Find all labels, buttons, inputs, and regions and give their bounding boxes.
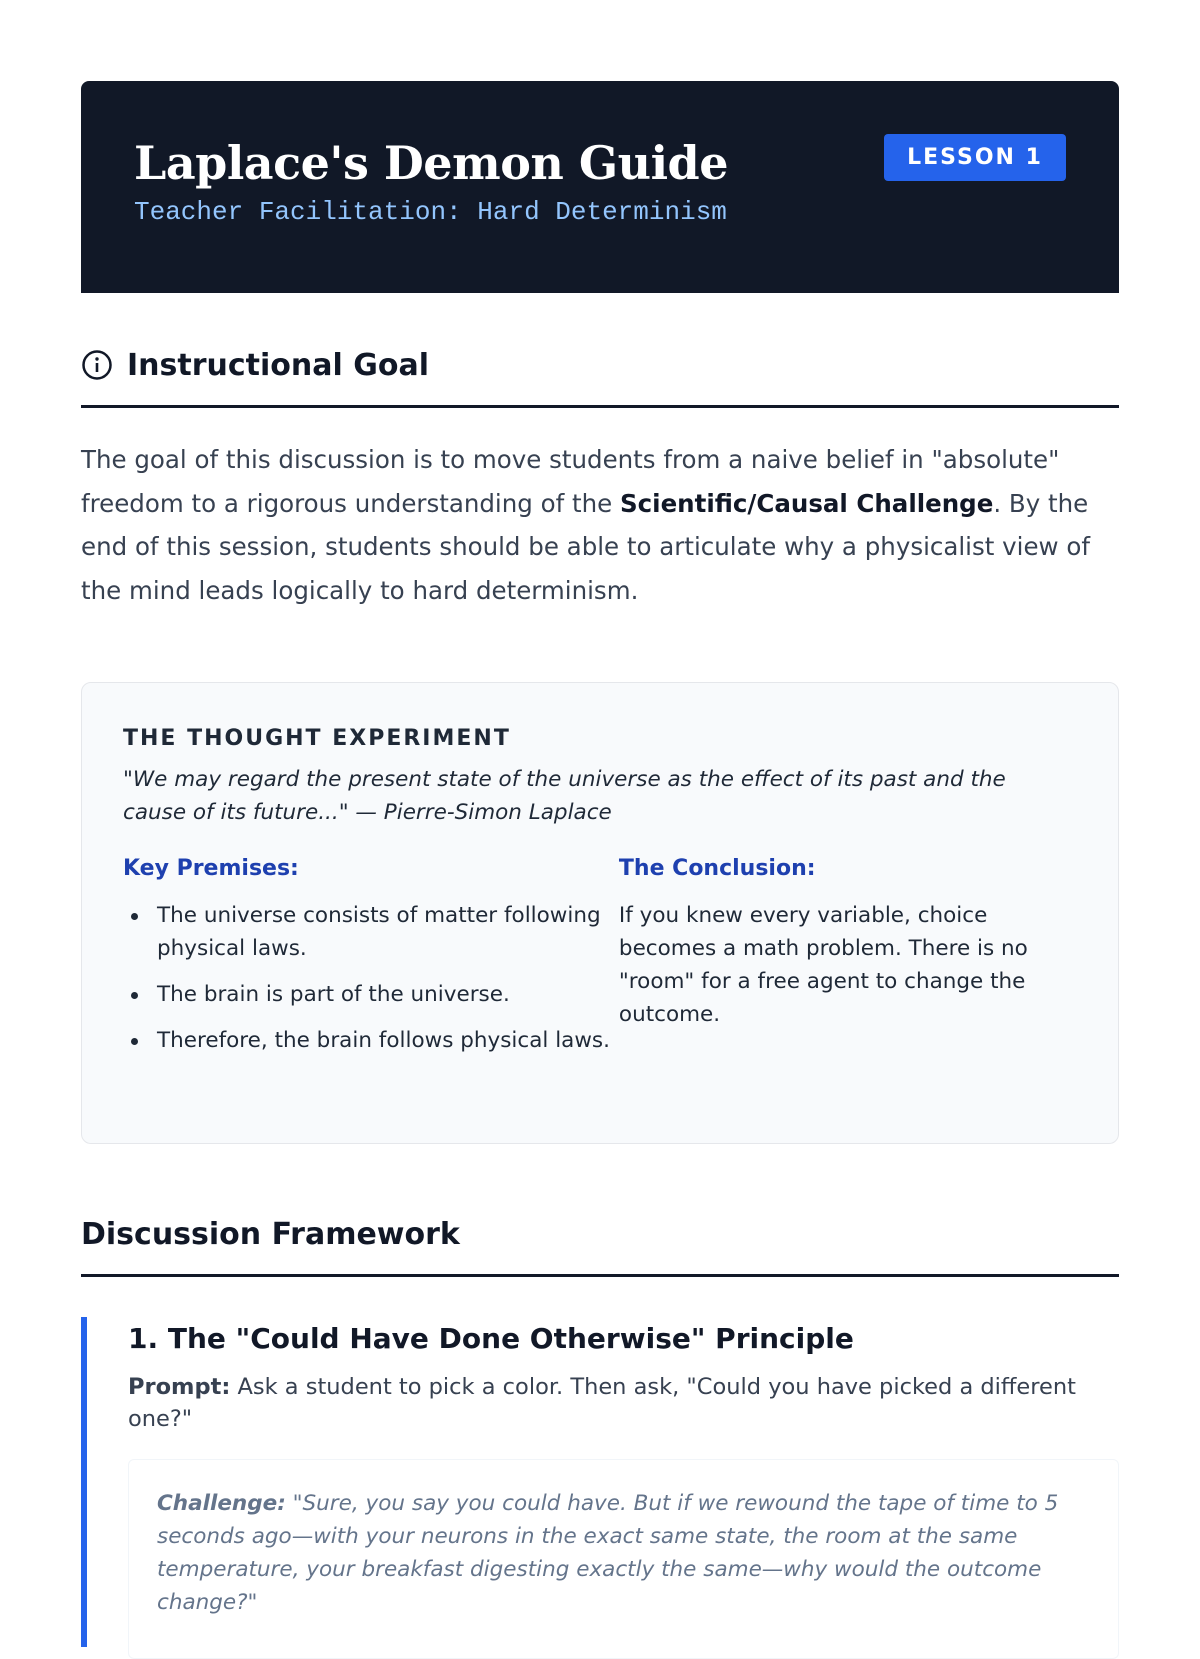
thought-experiment-heading: THE THOUGHT EXPERIMENT (123, 726, 511, 751)
goal-text-end: . By the end of this session, students should be able to articulate why a physicalist view of the mind leads logically to hard determinism. (81, 488, 1090, 605)
thought-experiment-columns (123, 855, 1077, 1070)
conclusion-title: The Conclusion: (618, 856, 816, 881)
framework-prompt (128, 1371, 1119, 1435)
section-divider (81, 1274, 1119, 1277)
list-item: The universe consists of matter following physical laws. (123, 899, 619, 965)
challenge-box (128, 1459, 1119, 1659)
conclusion-text: If you knew every variable, choice becomes a math problem. There is no "room" for a free agent to change the outcome. (618, 903, 1028, 1027)
prompt-text: Ask a student to pick a color. Then ask, "Could you have picked a different one?" (128, 1374, 1076, 1432)
goal-text-start: The goal of this discussion is to move students from a naive belief in "absolute" freedom to a rigorous understanding of the (81, 445, 1060, 518)
page-header (81, 81, 1119, 293)
goal-paragraph (81, 438, 1119, 612)
framework-item-title: 1. The "Could Have Done Otherwise" Principle (128, 1322, 854, 1355)
section-divider (81, 405, 1119, 408)
conclusion-column (619, 855, 1077, 1070)
thought-experiment-card (81, 682, 1119, 1144)
framework-item (81, 1317, 1119, 1647)
laplace-quote: "We may regard the present state of the universe as the effect of its past and the cause of its future..." — Pierre-Simon Laplace (123, 767, 1006, 825)
info-icon (81, 349, 113, 381)
framework-section-heading (81, 1214, 1119, 1254)
lesson-badge: LESSON 1 (884, 134, 1066, 181)
goal-section-heading (81, 345, 1119, 385)
page-title: Laplace's Demon Guide (134, 136, 728, 190)
premises-column (123, 855, 619, 1070)
premises-list (123, 899, 619, 1057)
goal-heading-label: Instructional Goal (127, 347, 429, 383)
list-item: The brain is part of the universe. (123, 978, 619, 1011)
goal-text-emphasis: Scientific/Causal Challenge (620, 488, 994, 518)
challenge-text: "Sure, you say you could have. But if we rewound the tape of time to 5 seconds ago—with your neurons in the exact same state, the room at the same temperature, your breakfast digesting exactly the same—why would the outcome change?" (157, 1491, 1059, 1615)
page-subtitle: Teacher Facilitation: Hard Determinism (134, 197, 727, 227)
challenge-label: Challenge: (157, 1491, 286, 1516)
premises-title: Key Premises: (123, 856, 299, 881)
prompt-label: Prompt: (128, 1374, 231, 1400)
framework-heading-label: Discussion Framework (81, 1216, 460, 1252)
list-item: Therefore, the brain follows physical laws. (123, 1024, 619, 1057)
